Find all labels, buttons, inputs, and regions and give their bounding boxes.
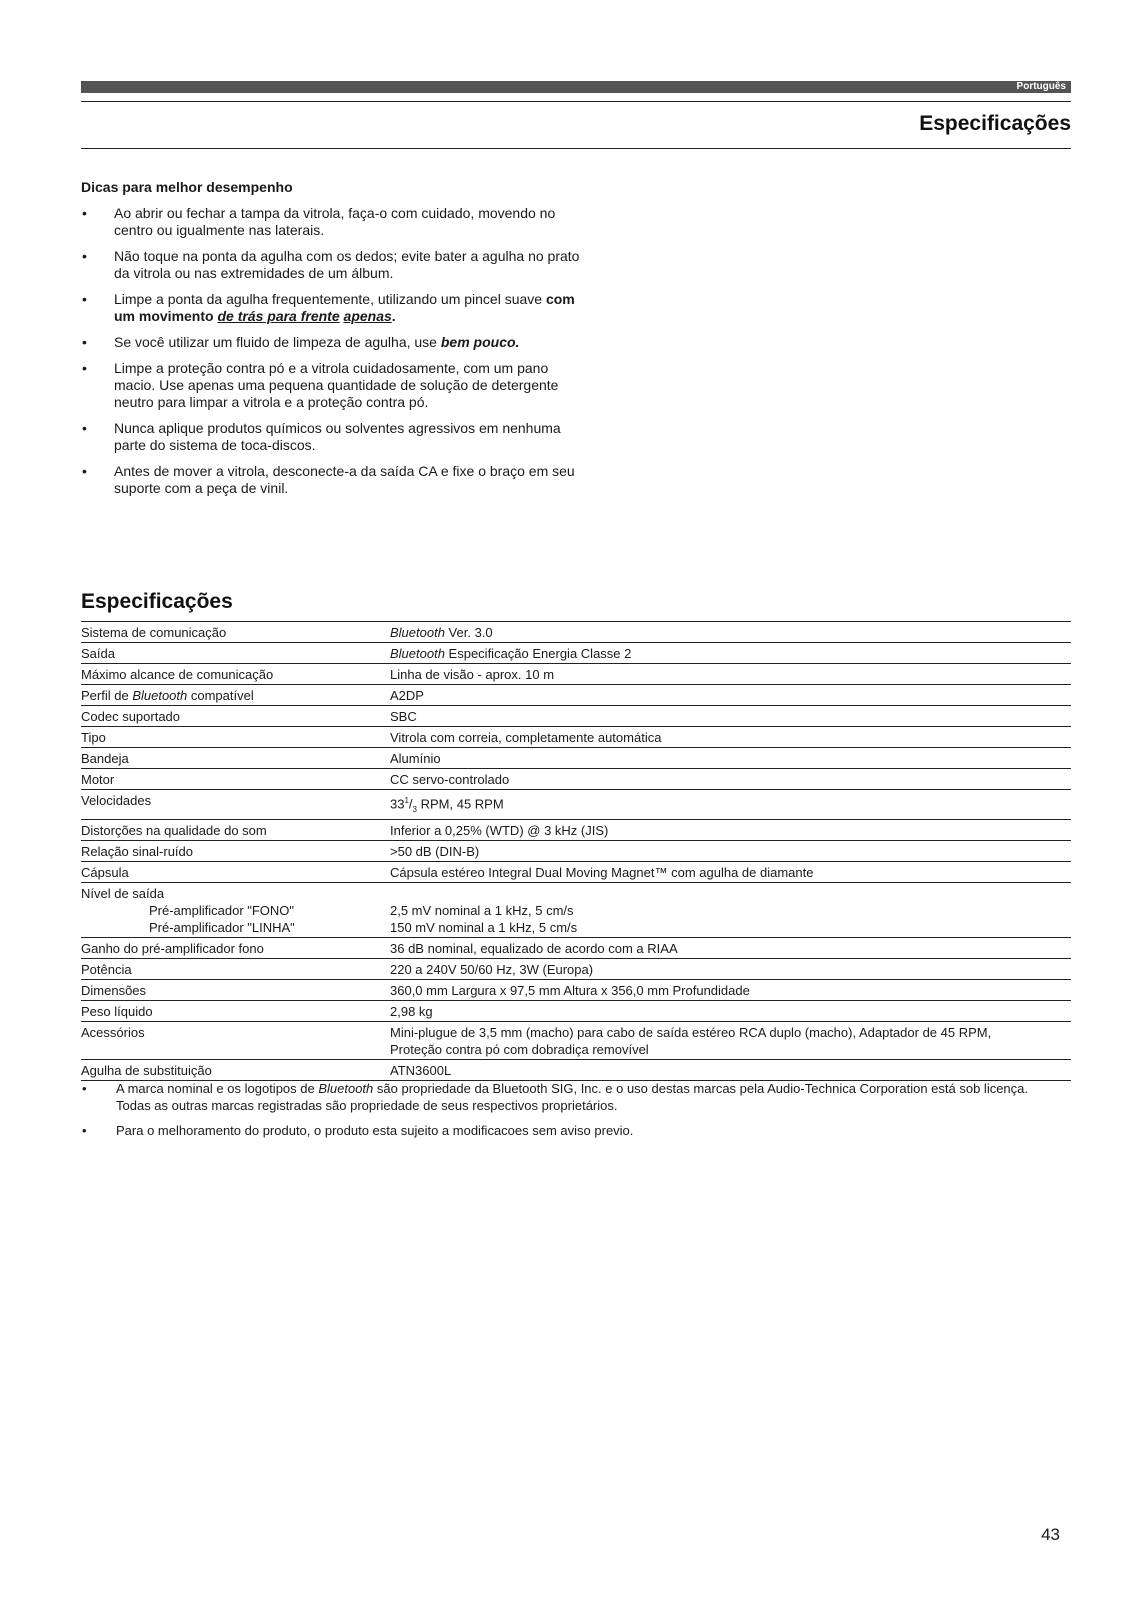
note-text-part: são propriedade da Bluetooth SIG, Inc. e o uso destas marcas pela Audio-Technica Corporation está sob licença. — [373, 1081, 1029, 1096]
spec-value: 220 a 240V 50/60 Hz, 3W (Europa) — [390, 958, 1071, 979]
bullet-glyph: • — [82, 360, 87, 376]
spec-label: Motor — [81, 769, 390, 790]
specifications-table — [81, 621, 1071, 1081]
tip-text-part: Limpe a ponta da agulha frequentemente, utilizando um pincel suave — [114, 291, 546, 307]
spec-value: Cápsula estéreo Integral Dual Moving Magnet™ com agulha de diamante — [390, 861, 1071, 882]
table-row — [81, 840, 1071, 861]
table-row — [81, 748, 1071, 769]
page-title: Especificações — [919, 112, 1071, 135]
spec-value — [390, 790, 1071, 820]
spec-subvalue: 150 mV nominal a 1 kHz, 5 cm/s — [390, 919, 578, 935]
speed-denominator: 3 — [412, 804, 417, 814]
tip-text: Nunca aplique produtos químicos ou solventes agressivos em nenhuma parte do sistema de toca-discos. — [114, 420, 561, 453]
note-text-italic: Bluetooth — [318, 1081, 374, 1096]
spec-label-text: Nível de saída — [81, 885, 165, 901]
tip-text — [114, 291, 581, 325]
table-row — [81, 937, 1071, 958]
spec-value: ATN3600L — [390, 1059, 1071, 1080]
spec-label: Ganho do pré-amplificador fono — [81, 937, 390, 958]
note-text — [116, 1081, 1028, 1096]
spec-label: Sistema de comunicação — [81, 622, 390, 643]
tip-text: Ao abrir ou fechar a tampa da vitrola, faça-o com cuidado, movendo no centro ou igualmente nas laterais. — [114, 205, 556, 238]
spec-label: Velocidades — [81, 790, 390, 820]
tip-text: Limpe a proteção contra pó e a vitrola cuidadosamente, com um pano macio. Use apenas uma pequena quantidade de solução de detergente neutro para limpar a vitrola e a proteção contra pó. — [114, 360, 559, 410]
table-row — [81, 685, 1071, 706]
spec-value: Linha de visão - aprox. 10 m — [390, 664, 1071, 685]
table-row — [81, 1059, 1071, 1080]
bullet-glyph: • — [82, 1081, 87, 1096]
spec-value: Vitrola com correia, completamente automática — [390, 727, 1071, 748]
list-item — [81, 420, 581, 454]
list-item — [81, 334, 581, 351]
table-row — [81, 819, 1071, 840]
spec-value — [390, 622, 1071, 643]
spec-label — [81, 685, 390, 706]
spec-label-text: compatível — [187, 688, 254, 703]
spec-value-text: Ver. 3.0 — [444, 625, 493, 640]
note-text-part: A marca nominal e os logotipos de — [116, 1081, 319, 1096]
spec-label: Cápsula — [81, 861, 390, 882]
tip-text-part: Se você utilizar um fluido de limpeza de agulha, use — [114, 334, 441, 350]
list-item — [81, 248, 581, 282]
spec-label: Bandeja — [81, 748, 390, 769]
spec-label — [81, 882, 390, 937]
table-row — [81, 979, 1071, 1000]
spec-value-line: Mini-plugue de 3,5 mm (macho) para cabo de saída estéreo RCA duplo (macho), Adaptador de 45 RPM, — [390, 1024, 992, 1040]
table-row — [81, 790, 1071, 820]
tip-emphasis-underlined: de trás para frente — [217, 308, 340, 324]
spec-value — [390, 882, 1071, 937]
tip-text: Não toque na ponta da agulha com os dedos; evite bater a agulha no prato da vitrola ou nas extremidades de um álbum. — [114, 248, 580, 281]
spec-label-italic: Bluetooth — [132, 688, 188, 703]
tips-title: Dicas para melhor desempenho — [81, 179, 293, 195]
spec-value-line: Proteção contra pó com dobradiça removível — [390, 1041, 649, 1057]
tip-period: . — [391, 308, 396, 324]
list-item — [81, 1122, 1071, 1139]
header-divider-top — [81, 101, 1071, 102]
spec-value — [390, 643, 1071, 664]
bullet-glyph: • — [82, 205, 87, 221]
table-row — [81, 769, 1071, 790]
table-row — [81, 622, 1071, 643]
bullet-glyph: • — [82, 463, 87, 479]
spec-value-text: RPM, 45 RPM — [417, 796, 504, 812]
speed-numerator: 1 — [404, 796, 409, 805]
table-row — [81, 861, 1071, 882]
spec-label: Potência — [81, 958, 390, 979]
spec-label: Tipo — [81, 727, 390, 748]
spec-label: Peso líquido — [81, 1000, 390, 1021]
page-number: 43 — [1041, 1525, 1060, 1544]
tips-list — [81, 205, 581, 497]
tips-section — [81, 179, 581, 506]
spec-sublabel: Pré-amplificador "LINHA" — [149, 919, 295, 935]
spec-label: Relação sinal-ruído — [81, 840, 390, 861]
tip-text: Antes de mover a vitrola, desconecte-a da saída CA e fixe o braço em seu suporte com a peça de vinil. — [114, 463, 575, 496]
tip-emphasis-underlined: apenas — [343, 308, 392, 324]
spec-value: A2DP — [390, 685, 1071, 706]
note-text: Para o melhoramento do produto, o produto esta sujeito a modificacoes sem aviso previo. — [116, 1123, 634, 1138]
table-row — [81, 727, 1071, 748]
spec-label: Saída — [81, 643, 390, 664]
spec-sublabel: Pré-amplificador "FONO" — [149, 902, 295, 918]
specifications-heading: Especificações — [81, 590, 233, 613]
list-item — [81, 205, 581, 239]
spec-value-text: Especificação Energia Classe 2 — [444, 646, 632, 661]
header-divider-bottom — [81, 148, 1071, 149]
spec-label: Dimensões — [81, 979, 390, 1000]
bullet-glyph: • — [82, 334, 87, 350]
spec-value: 36 dB nominal, equalizado de acordo com a RIAA — [390, 937, 1071, 958]
spec-value: >50 dB (DIN-B) — [390, 840, 1071, 861]
spec-value: CC servo-controlado — [390, 769, 1071, 790]
spec-label: Máximo alcance de comunicação — [81, 664, 390, 685]
table-row — [81, 882, 1071, 937]
spec-value: Inferior a 0,25% (WTD) @ 3 kHz (JIS) — [390, 819, 1071, 840]
spec-value-italic: Bluetooth — [390, 646, 445, 661]
spec-value: 2,98 kg — [390, 1000, 1071, 1021]
spec-value-italic: Bluetooth — [390, 625, 445, 640]
bullet-glyph: • — [82, 420, 87, 436]
language-tab — [81, 81, 1071, 93]
notes-list — [81, 1080, 1071, 1139]
table-row — [81, 958, 1071, 979]
spec-label: Agulha de substituição — [81, 1059, 390, 1080]
tip-emphasis: com um movimento — [114, 291, 575, 324]
speed-fraction-slash: / — [408, 796, 413, 812]
bullet-glyph: • — [82, 248, 87, 264]
spec-value: Alumínio — [390, 748, 1071, 769]
spec-subvalue: 2,5 mV nominal a 1 kHz, 5 cm/s — [390, 902, 574, 918]
spec-value: 360,0 mm Largura x 97,5 mm Altura x 356,0 mm Profundidade — [390, 979, 1071, 1000]
spec-label-text: Perfil de — [81, 688, 133, 703]
bullet-glyph: • — [82, 1123, 87, 1138]
spec-label: Distorções na qualidade do som — [81, 819, 390, 840]
table-row — [81, 664, 1071, 685]
tip-emphasis: bem pouco. — [440, 334, 520, 350]
table-row — [81, 706, 1071, 727]
list-item — [81, 463, 581, 497]
notes-section — [81, 1080, 1071, 1147]
spec-label: Acessórios — [81, 1021, 390, 1059]
bullet-glyph: • — [82, 291, 87, 307]
list-item — [81, 1080, 1071, 1114]
table-row — [81, 1000, 1071, 1021]
tip-text — [114, 334, 581, 351]
manual-page — [81, 0, 1071, 1600]
table-row — [81, 1021, 1071, 1059]
note-text-line: Todas as outras marcas registradas são propriedade de seus respectivos proprietários. — [116, 1098, 618, 1113]
table-row — [81, 643, 1071, 664]
spec-value: SBC — [390, 706, 1071, 727]
speed-integer: 33 — [390, 796, 405, 812]
language-tab-label: Português — [1016, 81, 1066, 92]
spec-label: Codec suportado — [81, 706, 390, 727]
list-item — [81, 360, 581, 411]
list-item — [81, 291, 581, 325]
spec-value — [390, 1021, 1071, 1059]
